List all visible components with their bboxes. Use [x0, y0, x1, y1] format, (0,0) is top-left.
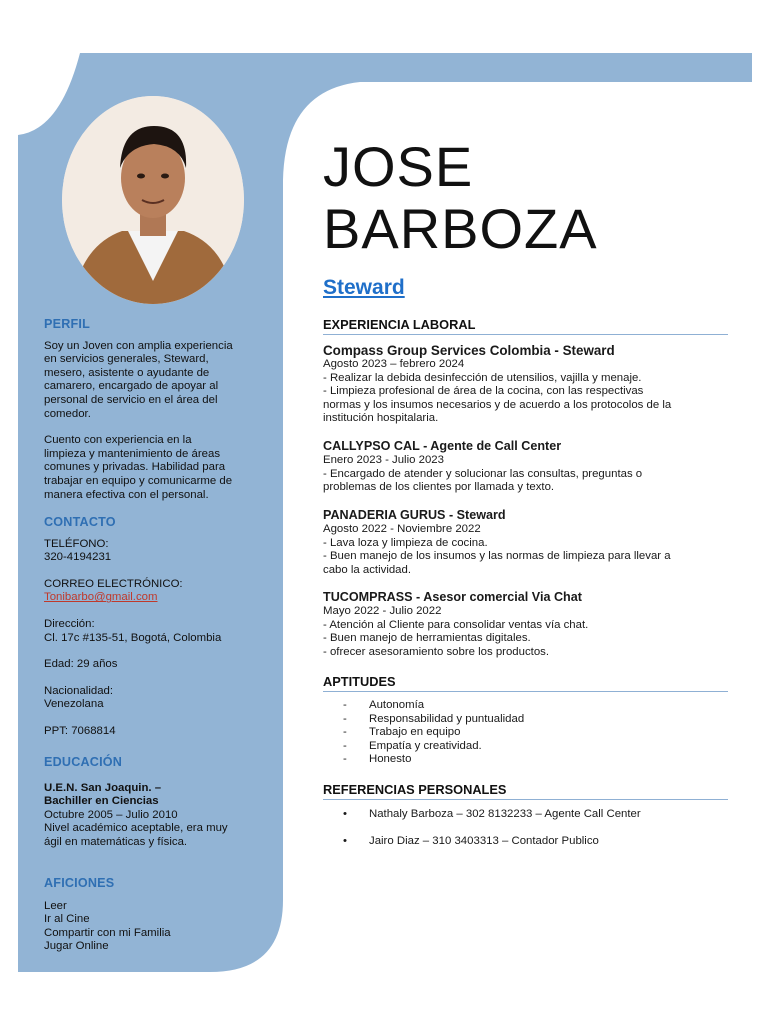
education-note: Nivel académico aceptable, era muy [44, 822, 228, 835]
email-label: CORREO ELECTRÓNICO: [44, 577, 183, 590]
job-dates: Agosto 2023 – febrero 2024 [323, 358, 465, 370]
profile-line: Soy un Joven con amplia experiencia [44, 339, 233, 352]
dash-bullet: - [343, 726, 347, 739]
education-dates: Octubre 2005 – Julio 2010 [44, 808, 178, 821]
skill-label: Autonomía [369, 699, 425, 711]
job-dates: Mayo 2022 - Julio 2022 [323, 605, 442, 617]
full-name [323, 136, 598, 260]
job-line: - Lava loza y limpieza de cocina. [323, 536, 488, 549]
skill-item [343, 699, 524, 713]
profile-line: mesero, asistente o ayudante de [44, 366, 210, 379]
experience-title: EXPERIENCIA LABORAL [323, 317, 728, 335]
job-line: - Atención al Cliente para consolidar ventas vía chat. [323, 618, 589, 631]
first-name: JOSE [323, 135, 474, 198]
education-title: EDUCACIÓN [44, 755, 123, 769]
contact-title: CONTACTO [44, 515, 116, 529]
profile-line: personal de servicio en el área del [44, 393, 218, 406]
address-value: Cl. 17c #135-51, Bogotá, Colombia [44, 631, 222, 644]
job-role-link[interactable]: Steward [323, 276, 405, 299]
contact-section [44, 516, 266, 739]
education-note: ágil en matemáticas y física. [44, 835, 188, 848]
job-line: - ofrecer asesoramiento sobre los productos. [323, 645, 550, 658]
last-name: BARBOZA [323, 197, 598, 260]
job-entry [323, 590, 728, 659]
hobbies-title: AFICIONES [44, 876, 115, 890]
reference-text: Jairo Diaz – 310 3403313 – Contador Publico [369, 835, 599, 847]
dash-bullet: - [343, 753, 347, 766]
education-section [44, 756, 266, 850]
email-link[interactable]: Tonibarbo@gmail.com [44, 591, 158, 604]
job-title: TUCOMPRASS - Asesor comercial Via Chat [323, 590, 582, 604]
profile-line: comedor. [44, 407, 91, 420]
job-dates: Enero 2023 - Julio 2023 [323, 454, 444, 466]
profile-paragraph-2 [44, 434, 266, 502]
skill-label: Trabajo en equipo [369, 726, 461, 739]
dash-bullet: - [343, 712, 347, 725]
age-value: Edad: 29 años [44, 658, 118, 671]
job-line: - Buen manejo de herramientas digitales. [323, 632, 531, 645]
dot-bullet: • [343, 835, 347, 847]
hobbies-section [44, 877, 266, 954]
job-line: institución hospitalaria. [323, 412, 439, 425]
job-line: cabo la actividad. [323, 563, 412, 576]
hobby-item: Leer [44, 899, 67, 912]
profile-section [44, 318, 266, 502]
reference-item [343, 835, 599, 847]
school-line-2: Bachiller en Ciencias [44, 795, 159, 808]
dash-bullet: - [343, 699, 347, 711]
dash-bullet: - [343, 739, 347, 752]
hobby-item: Compartir con mi Familia [44, 926, 171, 939]
hobby-item: Ir al Cine [44, 913, 90, 926]
job-entry [323, 439, 728, 495]
job-line: normas y los insumos necesarios y de acuerdo a los protocolos de la [323, 398, 672, 411]
skill-label: Empatía y creatividad. [369, 739, 482, 752]
job-title: CALLYPSO CAL - Agente de Call Center [323, 439, 562, 453]
skill-label: Honesto [369, 753, 412, 766]
references-title: REFERENCIAS PERSONALES [323, 782, 728, 800]
skills-title: APTITUDES [323, 674, 728, 692]
job-title: Compass Group Services Colombia - Steward [323, 343, 615, 358]
job-entry [323, 343, 728, 426]
skill-item [343, 740, 524, 754]
skill-item [343, 726, 524, 740]
reference-item [343, 808, 641, 820]
reference-text: Nathaly Barboza – 302 8132233 – Agente Call Center [369, 808, 641, 820]
job-line: - Realizar la debida desinfección de utensilios, vajilla y menaje. [323, 371, 642, 384]
phone-label: TELÉFONO: [44, 537, 109, 550]
profile-paragraph-1 [44, 340, 266, 422]
skill-label: Responsabilidad y puntualidad [369, 712, 525, 725]
profile-line: comunes y privadas. Habilidad para [44, 461, 226, 474]
profile-line: limpieza y mantenimiento de áreas [44, 447, 221, 460]
dot-bullet: • [343, 808, 347, 820]
profile-line: trabajar en equipo y comunicarme de [44, 474, 233, 487]
address-label: Dirección: [44, 617, 95, 630]
profile-photo [62, 96, 244, 304]
hobby-item: Jugar Online [44, 940, 109, 953]
ppt-value: PPT: 7068814 [44, 724, 116, 737]
skills-list [343, 699, 524, 767]
profile-line: manera efectiva con el personal. [44, 488, 209, 501]
skill-item [343, 713, 524, 727]
job-line: - Encargado de atender y solucionar las consultas, preguntas o [323, 467, 643, 480]
job-entry [323, 508, 728, 577]
nationality-value: Venezolana [44, 698, 104, 711]
profile-line: Cuento con experiencia en la [44, 434, 192, 447]
job-line: - Limpieza profesional de área de la cocina, con las respectivas [323, 385, 644, 398]
job-line: - Buen manejo de los insumos y las normas de limpieza para llevar a [323, 550, 671, 563]
nationality-label: Nacionalidad: [44, 684, 114, 697]
skill-item [343, 753, 524, 767]
job-line: problemas de los clientes por llamada y texto. [323, 481, 555, 494]
job-dates: Agosto 2022 - Noviembre 2022 [323, 523, 481, 535]
school-line-1: U.E.N. San Joaquin. – [44, 781, 162, 794]
job-title: PANADERIA GURUS - Steward [323, 508, 506, 522]
profile-title: PERFIL [44, 317, 90, 331]
phone-value: 320-4194231 [44, 551, 112, 564]
profile-line: camarero, encargado de apoyar al [44, 380, 219, 393]
profile-line: en servicios generales, Steward, [44, 353, 209, 366]
